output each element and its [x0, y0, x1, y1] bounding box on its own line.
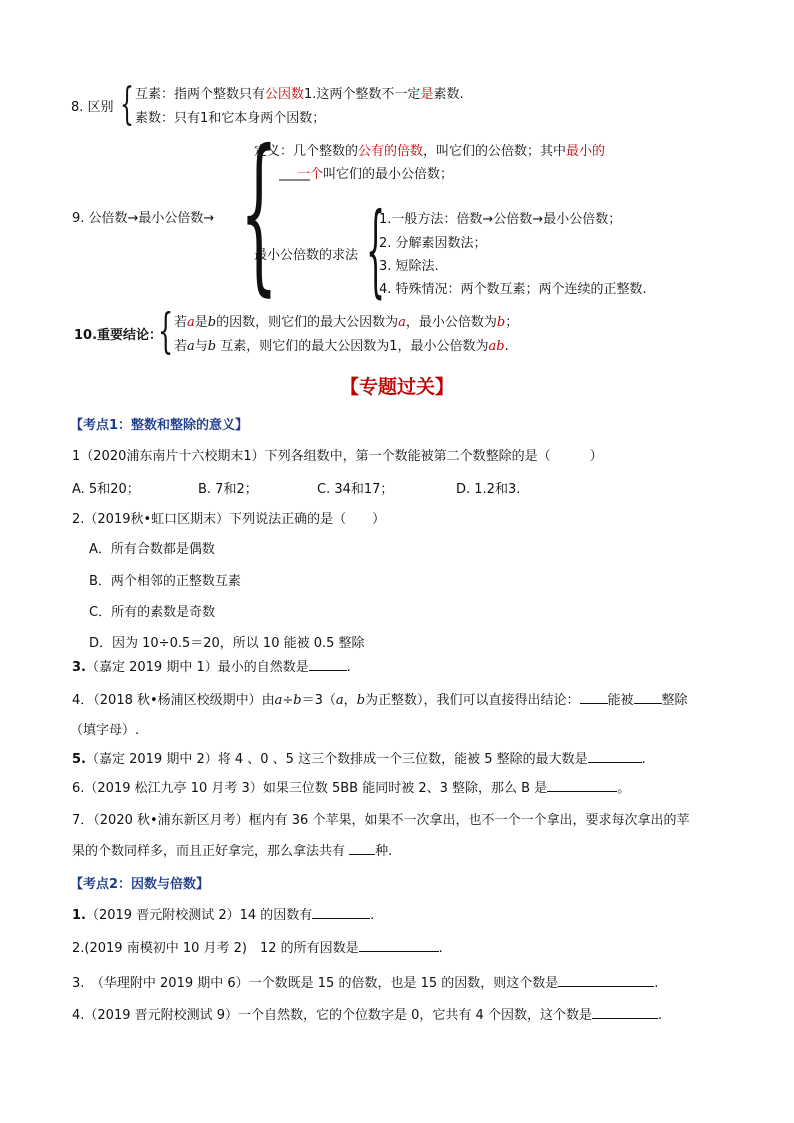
kp2-heading: 【考点2：因数与倍数】 [70, 877, 210, 892]
kp1-q3-text: （嘉定 2019 期中 1）最小的自然数是 [85, 660, 309, 675]
kp1-q5-end: . [641, 752, 646, 767]
answer-blank[interactable] [592, 1006, 658, 1019]
s9-def-red: 公有的倍数 [358, 144, 424, 159]
s9-method-label: 最小公倍数的求法 [254, 248, 359, 263]
section-title: 【专题过关】 [339, 376, 454, 398]
kp1-q2-option-c: C．所有的素数是奇数 [89, 605, 216, 620]
kp1-q7-l2: 果的个数同样多，而且正好拿完，那么拿法共有 [72, 844, 346, 859]
s8-l1-post: 素数. [433, 87, 464, 102]
kp1-q4-b: ＝3（ [301, 693, 336, 708]
kp1-q1-option-d: D. 1.2和3. [456, 482, 521, 497]
s10-l2c: 与 [194, 339, 208, 354]
s10-l1-gcd: a [398, 315, 406, 330]
answer-blank[interactable] [312, 906, 370, 919]
s10-l1c: 是 [194, 315, 208, 330]
answer-blank[interactable] [634, 691, 662, 704]
s9-def-a: 定义：几个整数的 [254, 144, 359, 159]
s9-brace-method: { [366, 191, 386, 308]
s9-def-c: 一个 [297, 167, 324, 182]
kp1-q1-option-b: B. 7和2； [198, 482, 258, 497]
s9-brace-main: { [240, 114, 278, 312]
kp1-q6-end: 。 [617, 781, 631, 796]
kp1-q5-num: 5. [72, 752, 86, 767]
kp2-q3-end: . [654, 976, 659, 991]
s10-l1-a-var: a [187, 315, 195, 330]
kp1-q6-text: 6.（2019 松江九亭 10 月考 3）如果三位数 5BB 能同时被 2、3 整除，那么 B 是 [72, 781, 548, 796]
s9-def-red2: 最小的 [566, 144, 606, 159]
s10-l2a: 若 [174, 339, 188, 354]
kp2-q1-num: 1. [72, 908, 86, 923]
s10-brace: { [158, 303, 174, 359]
kp1-q4-c: a [335, 693, 344, 708]
s9-m2: 2. 分解素因数法； [379, 236, 487, 251]
kp1-q6 [72, 777, 630, 796]
kp1-q1: 1（2020浦东南片十六校期末1）下列各组数中，第一个数能被第二个数整除的是（ ） [72, 449, 603, 464]
kp1-q4-h: 整除 [661, 693, 688, 708]
answer-blank[interactable] [558, 974, 654, 987]
kp1-q7-end: 种. [375, 844, 393, 859]
kp1-q2-option-a: A．所有合数都是偶数 [89, 542, 215, 557]
s9-def-line2 [297, 163, 453, 182]
s10-line1 [174, 311, 518, 330]
s10-l1-b-var: b [207, 315, 217, 330]
s10-l2-lcm: ab [488, 339, 505, 354]
s10-l1e: 的因数，则它们的最大公因数为 [216, 315, 399, 330]
kp1-q7-line1: 7．（2020 秋•浦东新区月考）框内有 36 个苹果，如果不一次拿出，也不一个一个拿出，要求每次拿出的苹 [72, 813, 690, 828]
s9-def-b: ，叫它们的公倍数；其中 [423, 144, 567, 159]
s9-m4: 4. 特殊情况：两个数互素；两个连续的正整数. [379, 282, 647, 297]
s8-l1-pre: 互素：指两个整数只有 [135, 87, 266, 102]
s10-l1a: 若 [174, 315, 188, 330]
kp1-q4-g: 能被 [607, 693, 634, 708]
kp1-q4-e: b [356, 693, 366, 708]
kp2-q4-text: 4.（2019 晋元附校测试 9）一个自然数，它的个位数字是 0，它共有 4 个因数，这个数是 [72, 1008, 592, 1023]
s10-l2-b-var: b [207, 339, 217, 354]
kp1-q4-f: 为正整数），我们可以直接得出结论： [365, 693, 580, 708]
answer-blank[interactable] [547, 779, 617, 792]
s8-l1-red: 公因数 [265, 87, 305, 102]
s9-def-line1 [254, 140, 605, 159]
kp1-heading: 【考点1：整数和整除的意义】 [70, 418, 249, 433]
s10-l1i: ； [505, 315, 519, 330]
s10-l2-a-var: a [187, 339, 195, 354]
answer-blank[interactable] [588, 750, 642, 763]
kp2-q3-text: 3. （华理附中 2019 期中 6）一个数既是 15 的倍数，也是 15 的因数，则这个数是 [72, 976, 559, 991]
s9-label: 9. 公倍数→最小公倍数→ [72, 211, 215, 226]
kp1-q5-text: （嘉定 2019 期中 2）将 4 、0 、5 这三个数排成一个三位数，能被 5 整除的最大数是 [85, 752, 588, 767]
s8-label: 8. 区别 [71, 100, 114, 115]
s9-m3: 3. 短除法. [379, 259, 439, 274]
s9-def-d: 叫它们的最小公倍数； [323, 167, 454, 182]
kp1-q2-option-b: B．两个相邻的正整数互素 [89, 574, 241, 589]
kp2-q4 [72, 1004, 662, 1023]
kp1-q2: 2.（2019秋•虹口区期末）下列说法正确的是（ ） [72, 512, 386, 527]
kp2-q2-end: . [438, 941, 443, 956]
s9-m1: 1.一般方法：倍数→公倍数→最小公倍数； [379, 212, 622, 227]
answer-blank[interactable] [349, 842, 375, 855]
s10-line2 [174, 335, 509, 354]
kp2-q1-end: . [370, 908, 375, 923]
kp1-q1-option-a: A. 5和20； [72, 482, 140, 497]
kp1-q3-num: 3. [72, 660, 86, 675]
s8-line2: 素数：只有1和它本身两个因数； [135, 111, 326, 126]
kp2-q2-text: 2.(2019 南模初中 10 月考 2) 12 的所有因数是 [72, 941, 359, 956]
kp1-q1-option-c: C. 34和17； [317, 482, 394, 497]
kp2-q2 [72, 937, 443, 956]
s10-l2g: . [504, 339, 509, 354]
kp1-q4-line1 [72, 689, 688, 708]
kp1-q4-expr: a÷b [274, 693, 302, 708]
answer-blank[interactable] [359, 939, 439, 952]
kp1-q3-end: . [346, 660, 351, 675]
answer-blank[interactable] [580, 691, 608, 704]
answer-blank[interactable] [309, 658, 347, 671]
kp2-q3 [72, 972, 658, 991]
kp1-q3 [72, 656, 351, 675]
kp1-q4-a: 4．（2018 秋•杨浦区校级期中）由 [72, 693, 275, 708]
kp1-q4-d: ， [343, 693, 357, 708]
s8-brace: { [120, 79, 134, 130]
kp1-q4-line2: （填字母）. [70, 723, 140, 738]
s8-l1-red2: 是 [420, 87, 434, 102]
s10-label: 10.重要结论： [74, 328, 163, 343]
kp2-q4-end: . [657, 1008, 663, 1023]
s8-l1-mid: 1.这两个整数不一定 [304, 87, 421, 102]
kp1-q7-line2 [72, 840, 392, 859]
kp1-q2-option-d: D．因为 10÷0.5＝20，所以 10 能被 0.5 整除 [89, 636, 365, 651]
s8-line1 [135, 83, 464, 102]
s10-l2e: 互素，则它们的最大公因数为1，最小公倍数为 [216, 339, 489, 354]
kp2-q1-text: （2019 晋元附校测试 2）14 的因数有 [85, 908, 313, 923]
kp2-q1 [72, 904, 374, 923]
kp1-q5 [72, 748, 646, 767]
s10-l1-lcm: b [496, 315, 506, 330]
s10-l1g: ，最小公倍数为 [405, 315, 497, 330]
